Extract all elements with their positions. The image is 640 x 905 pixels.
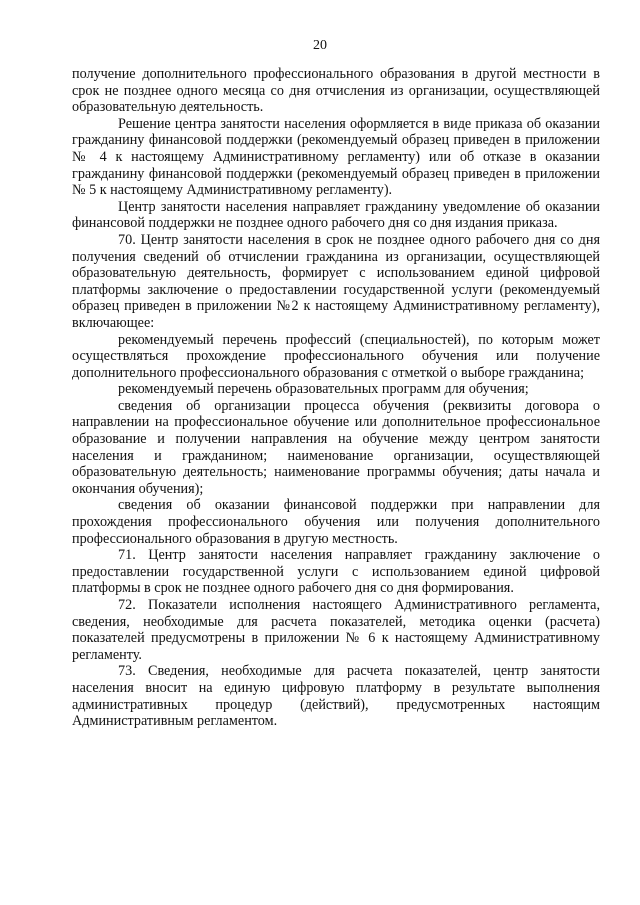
paragraph-71: 71. Центр занятости населения направляет гражданину заключение о предоставлении государственной услуги с использованием единой цифровой платформы в срок не позднее одного рабочего дня со дня формирования. <box>72 547 600 597</box>
list-item-training-process: сведения об организации процесса обучения (реквизиты договора о направлении на профессиональное обучение или дополнительное профессиональное образование и получении направления на обучение между центром занятости населения и гражданином; наименование организации, осуществляющей образовательную деятельность; наименование программы обучения; даты начала и окончания обучения); <box>72 397 600 497</box>
list-item-professions: рекомендуемый перечень профессий (специальностей), по которым может осуществляться прохождение профессионального обучения или получение дополнительного профессионального образования с отметкой о выборе гражданина; <box>72 331 600 381</box>
paragraph-decision-order: Решение центра занятости населения оформляется в виде приказа об оказании гражданину финансовой поддержки (рекомендуемый образец приведен в приложении № 4 к настоящему Административному регламенту) или об отказе в оказании гражданину финансовой поддержки (рекомендуемый образец приведен в приложении № 5 к настоящему Административному регламенту). <box>72 115 600 199</box>
paragraph-73: 73. Сведения, необходимые для расчета показателей, центр занятости населения вносит на единую цифровую платформу в результате выполнения административных процедур (действий), предусмотренных настоящим Административным регламентом. <box>72 663 600 730</box>
paragraph-continuation: получение дополнительного профессионального образования в другой местности в срок не позднее одного месяца со дня отчисления из организации, осуществляющей образовательную деятельность. <box>72 66 600 116</box>
list-item-financial-support: сведения об оказании финансовой поддержки при направлении для прохождения профессионального обучения или получения дополнительного профессионального образования в другую местность. <box>72 497 600 547</box>
paragraph-70: 70. Центр занятости населения в срок не позднее одного рабочего дня со дня получения сведений об отчислении гражданина из организации, осуществляющей образовательную деятельность, формирует с использованием единой цифровой платформы заключение о предоставлении государственной услуги (рекомендуемый образец приведен в приложении №2 к настоящему Административному регламенту), включающее: <box>72 231 600 331</box>
paragraph-notification: Центр занятости населения направляет гражданину уведомление об оказании финансовой поддержки не позднее одного рабочего дня со дня издания приказа. <box>72 198 600 232</box>
document-body <box>72 66 600 730</box>
list-item-programs: рекомендуемый перечень образовательных программ для обучения; <box>118 381 529 398</box>
paragraph-72: 72. Показатели исполнения настоящего Административного регламента, сведения, необходимые для расчета показателей, методика оценки (расчета) показателей предусмотрены в приложении № 6 к настоящему Административному регламенту. <box>72 597 600 663</box>
page-number: 20 <box>313 38 327 53</box>
